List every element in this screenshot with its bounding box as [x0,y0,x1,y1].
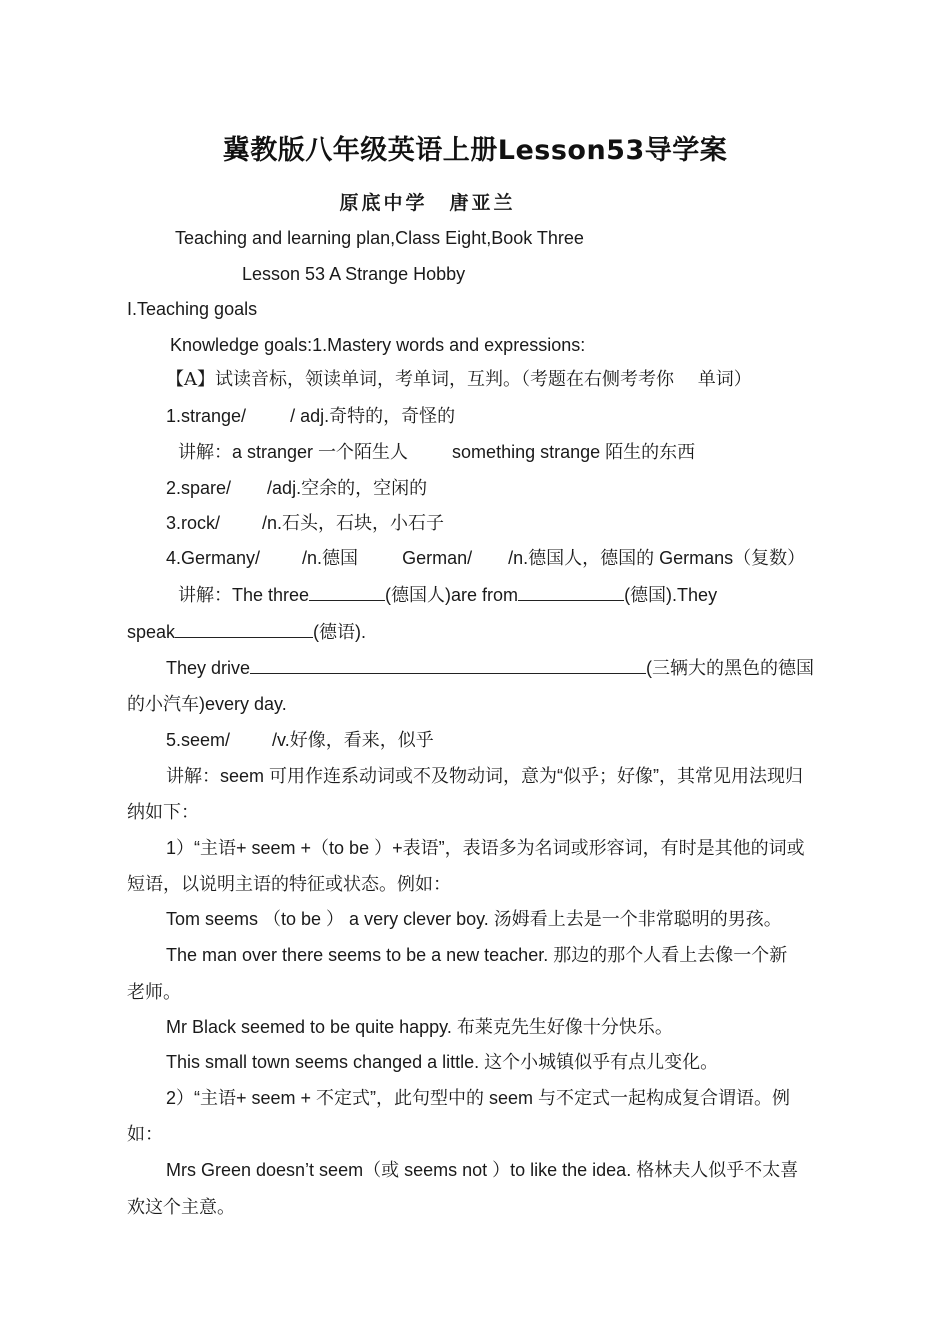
vocab-germany [166,546,805,570]
section-heading: I.Teaching goals [127,299,258,319]
exercise-text: They drive [166,658,251,678]
exercise-drive-cont: 的小汽车)every day. [127,694,287,714]
vocab-word: 4.Germany/ [166,548,261,568]
seem-rule-2-cont: 如： [127,1124,163,1144]
vocab-definition: /v.好像，看来，似乎 [272,730,434,750]
exercise-text: (德语). [313,622,367,642]
vocab-spare [166,476,427,500]
explain-text: 讲解：a stranger 一个陌生人 [178,442,409,462]
exercise-german-line [178,582,717,607]
vocab-definition: /n.石头，石块，小石子 [262,513,445,533]
explain-text: something strange 陌生的东西 [452,442,696,462]
document-title: 冀教版八年级英语上册Lesson53导学案 [222,135,728,166]
seem-example: The man over there seems to be a new teacher. 那边的那个人看上去像一个新 [166,945,788,965]
lesson-line: Lesson 53 A Strange Hobby [242,264,466,284]
exercise-text: (德国人)are from [385,585,519,605]
seem-rule-2: 2）“主语+ seem + 不定式”，此句型中的 seem 与不定式一起构成复合谓语。例 [166,1088,791,1108]
vocab-word: German/ [402,548,473,568]
vocab-seem [166,728,434,752]
vocab-definition: /n.德国人，德国的 Germans（复数） [508,548,806,568]
seem-example: Mrs Green doesn’t seem（或 seems not ）to like the idea. 格林夫人似乎不太喜 [166,1160,799,1180]
seem-explain-cont: 纳如下： [127,802,199,822]
plan-line: Teaching and learning plan,Class Eight,Book Three [175,228,584,248]
seem-explain: 讲解：seem 可用作连系动词或不及物动词，意为“似乎；好像”，其常见用法现归 [166,766,804,786]
vocab-strange [166,404,455,428]
vocab-rock [166,511,444,535]
vocab-definition: /n.德国 [302,548,359,568]
vocab-word: 2.spare/ [166,478,232,498]
exercise-text: (三辆大的黑色的德国 [646,658,815,678]
vocab-definition: /adj.空余的，空闲的 [267,478,428,498]
knowledge-goals: Knowledge goals:1.Mastery words and expressions: [170,335,586,355]
answer-blank[interactable] [250,655,646,674]
exercise-text: speak [127,622,176,642]
seem-example: Tom seems （to be ） a very clever boy. 汤姆看上去是一个非常聪明的男孩。 [166,909,782,929]
vocab-definition: / adj.奇特的，奇怪的 [290,406,456,426]
answer-blank[interactable] [175,619,313,638]
explain-strange [178,440,695,464]
vocab-word: 1.strange/ [166,406,247,426]
exercise-speak-line [127,619,366,644]
seem-example: This small town seems changed a little. 这个小城镇似乎有点儿变化。 [166,1052,719,1072]
instruction-a: 【A】试读音标，领读单词，考单词，互判。（考题在右侧考考你 单词） [166,369,752,390]
seem-example: Mr Black seemed to be quite happy. 布莱克先生好像十分快乐。 [166,1017,673,1037]
answer-blank[interactable] [309,582,385,601]
seem-rule-1-cont: 短语，以说明主语的特征或状态。例如： [127,874,451,894]
school-author: 原底中学 唐亚兰 [339,192,516,214]
seem-example-cont: 欢这个主意。 [127,1197,235,1217]
exercise-text: (德国).They [624,585,718,605]
answer-blank[interactable] [518,582,624,601]
exercise-text: 讲解：The three [178,585,310,605]
seem-rule-1: 1）“主语+ seem +（to be ）+表语”，表语多为名词或形容词，有时是其他的词或 [166,838,805,858]
seem-example-cont: 老师。 [127,982,181,1002]
vocab-word: 3.rock/ [166,513,221,533]
exercise-drive-line [166,655,814,680]
vocab-word: 5.seem/ [166,730,231,750]
